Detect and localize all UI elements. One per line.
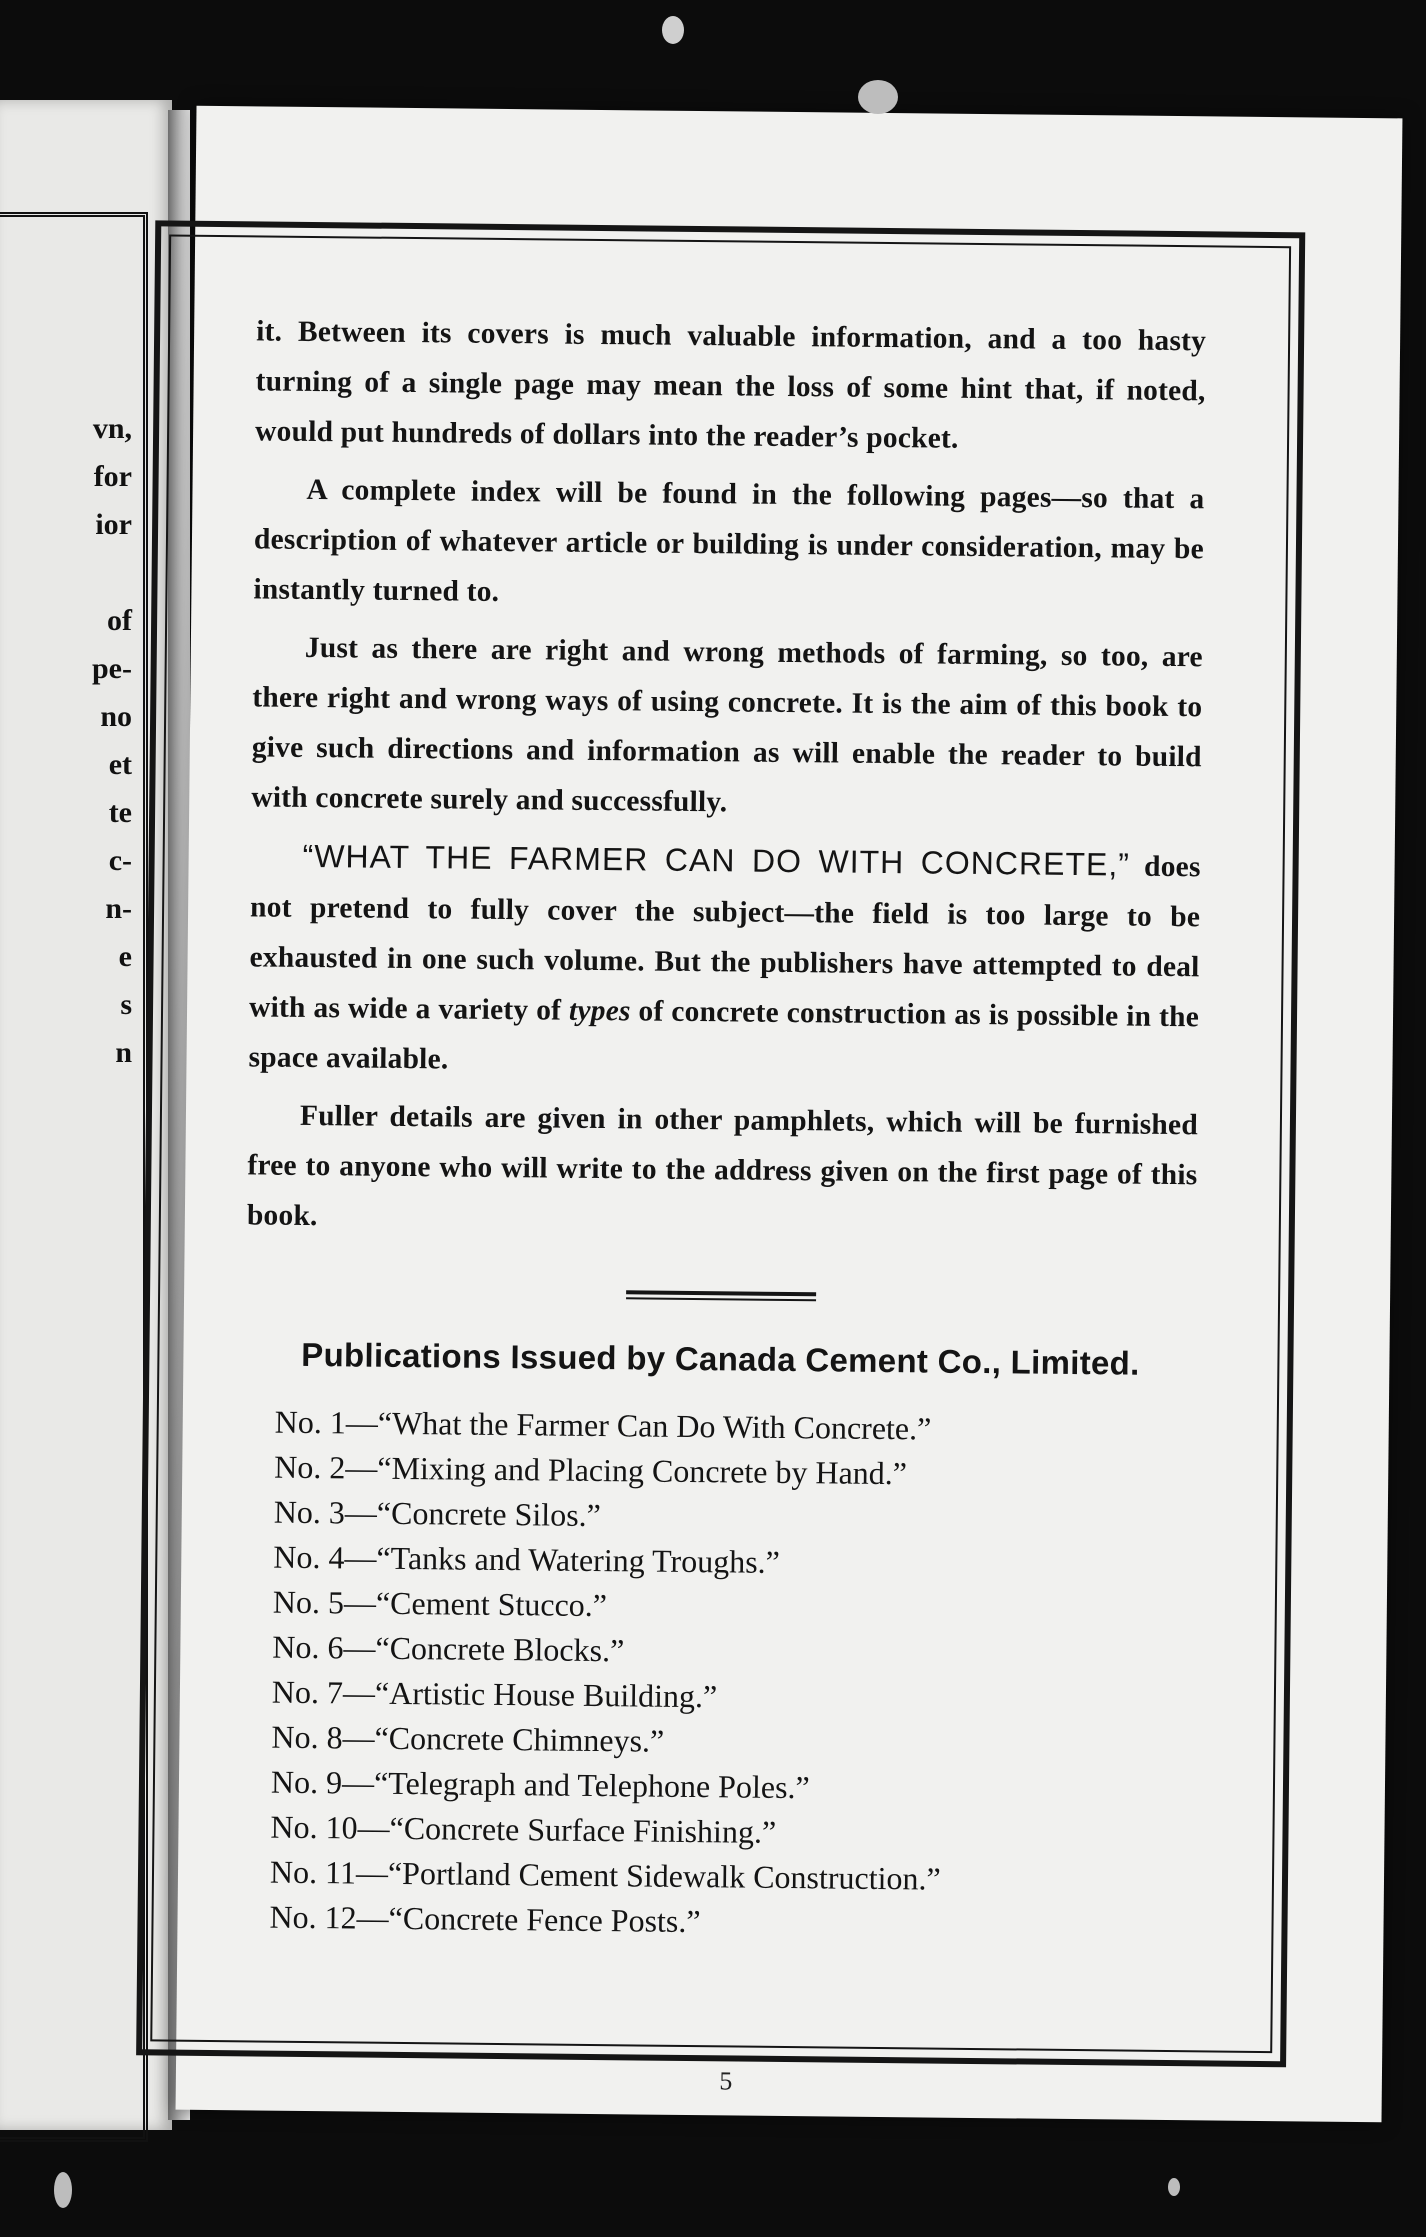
list-item: No. 9—“Telegraph and Telephone Poles.” <box>270 1763 810 1806</box>
paragraph-text: of concrete construction as is possible in the space available. <box>248 995 1200 1076</box>
fragment: te <box>108 796 132 829</box>
publications-list <box>239 1399 1195 1949</box>
fragment: of <box>107 604 132 637</box>
previous-page-text <box>0 405 140 1077</box>
scan-speck <box>1168 2178 1180 2196</box>
scan-speck <box>858 80 898 114</box>
fragment <box>0 549 140 597</box>
paragraph: A complete index will be found in the following pages—so that a description of whatever article or building is under consideration, may be instantly turned to. <box>253 473 1205 608</box>
list-item: No. 1—“What the Farmer Can Do With Concrete.” <box>274 1403 932 1447</box>
paragraph-text: does not pretend to fully cover the subject—the field is too large to be exhausted in one such volume. But the publishers have attempted to deal with as wide a variety of <box>248 850 1201 1027</box>
fragment: vn, <box>92 412 132 445</box>
scan-speck <box>662 16 684 44</box>
list-item: No. 6—“Concrete Blocks.” <box>272 1628 625 1669</box>
fragment: c- <box>108 844 132 877</box>
fragment: n <box>115 1036 132 1069</box>
book-page <box>176 106 1403 2123</box>
section-divider <box>626 1290 816 1301</box>
fragment: pe- <box>92 652 132 685</box>
list-item: No. 11—“Portland Cement Sidewalk Construction.” <box>269 1853 941 1897</box>
fragment: n- <box>105 892 132 925</box>
fragment: ior <box>95 508 132 541</box>
scan-speck <box>54 2172 72 2208</box>
list-item: No. 5—“Cement Stucco.” <box>272 1583 608 1624</box>
list-item: No. 10—“Concrete Surface Finishing.” <box>270 1808 777 1850</box>
paragraph: Fuller details are given in other pamphlets, which will be furnished free to anyone who will write to the address given on the first page of this book. <box>246 1099 1199 1233</box>
fragment: et <box>108 748 132 781</box>
publications-heading: Publications Issued by Canada Cement Co., Limited. <box>301 1335 1140 1382</box>
paragraph: it. Between its covers is much valuable information, and a too hasty turning of a single page may mean the loss of some hint that, if noted, would put hundreds of dollars into the reader’s pocket. <box>254 315 1207 455</box>
fragment: s <box>120 988 132 1021</box>
fragment: e <box>118 940 132 973</box>
page-content <box>239 306 1206 1949</box>
page-number: 5 <box>719 2066 733 2096</box>
list-item: No. 12—“Concrete Fence Posts.” <box>269 1898 701 1940</box>
list-item: No. 3—“Concrete Silos.” <box>273 1493 602 1534</box>
book-title-caps: “WHAT THE FARMER CAN DO WITH CONCRETE,” <box>302 837 1131 883</box>
list-item: No. 2—“Mixing and Placing Concrete by Hand.” <box>274 1448 908 1492</box>
list-item: No. 7—“Artistic House Building.” <box>271 1673 718 1715</box>
paragraph: Just as there are right and wrong methods of farming, so too, are there right and wrong ways of using concrete. It is the aim of this book to give such directions and information as will enable the reader to build with concrete surely and successfully. <box>251 631 1203 819</box>
list-item: No. 8—“Concrete Chimneys.” <box>271 1718 665 1759</box>
fragment: no <box>100 700 132 733</box>
paragraph <box>248 830 1201 1092</box>
fragment: for <box>93 460 132 493</box>
list-item: No. 4—“Tanks and Watering Troughs.” <box>273 1538 781 1580</box>
italic-word: types <box>568 994 631 1028</box>
